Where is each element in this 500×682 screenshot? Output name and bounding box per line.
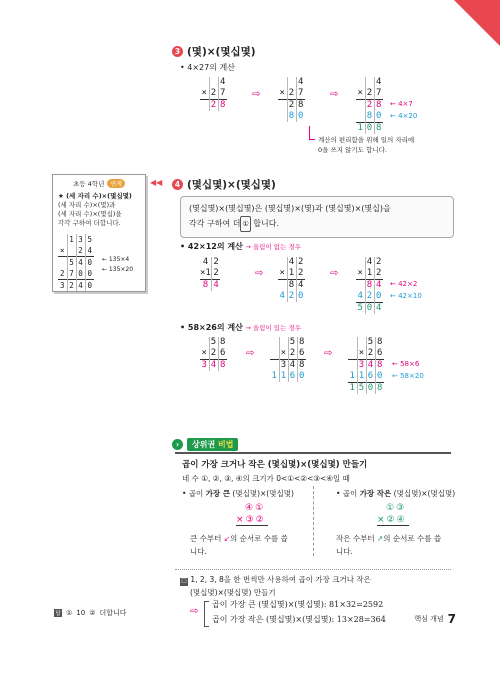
calc-row <box>58 245 94 257</box>
calc-digit: 1 <box>358 371 365 381</box>
s3-step2-calc <box>278 77 305 122</box>
calc-digit: 4 <box>76 257 85 269</box>
calc-row <box>200 337 227 348</box>
calc-digit <box>200 77 209 88</box>
calc-digit: 4 <box>357 291 363 301</box>
calc-digit: 8 <box>375 383 384 395</box>
calc-digit: 2 <box>366 88 373 98</box>
s3-footnote-1: 계산의 편리함을 위해 일의 자리에 <box>318 136 415 144</box>
section3-title: (몇)×(몇십몇) <box>187 46 256 58</box>
calc-digit: 6 <box>289 371 296 381</box>
calc-row <box>270 360 306 372</box>
calc-digit: × <box>201 348 207 358</box>
sidebox-line1: ★ (세 자리 수)×(몇십몇) <box>58 192 132 200</box>
ex2-note-2: ← 58×20 <box>392 372 424 380</box>
calc-digit: 5 <box>210 337 217 347</box>
calc-digit: 3 <box>280 360 287 370</box>
calc-row <box>278 111 305 122</box>
problem-line1: 1, 2, 3, 8을 한 번씩만 사용하여 곱이 가장 크거나 작은 <box>190 575 371 584</box>
calc-digit <box>278 100 287 112</box>
calc-digit: × <box>357 88 363 98</box>
calc-digit: 6 <box>375 348 384 360</box>
problem-line2: (몇십몇)×(몇십몇) 만들기 <box>190 588 276 597</box>
calc-row <box>58 280 94 292</box>
page-number: 7 <box>447 612 456 626</box>
calc-digit: 3 <box>358 360 365 370</box>
tip-right-head <box>336 488 455 499</box>
calc-digit: 1 <box>348 383 357 395</box>
calc-digit: 1 <box>356 123 365 135</box>
calc-digit: 8 <box>375 360 384 372</box>
ex2-step3-calc <box>348 337 384 394</box>
tip-badge-a: 상위권 <box>192 440 216 449</box>
calc-digit: 0 <box>85 257 94 269</box>
calc-digit: 4 <box>76 280 85 292</box>
tip-divider <box>313 486 314 556</box>
calc-digit: 5 <box>67 257 76 269</box>
calc-digit <box>278 111 287 122</box>
calc-digit: 2 <box>67 280 76 292</box>
answer-key-2: ② <box>89 609 96 617</box>
calc-row <box>278 257 305 268</box>
section3-bullet: • 4×27의 계산 <box>180 63 235 72</box>
calc-digit: 8 <box>375 337 384 348</box>
calc-row <box>356 123 383 135</box>
calc-row <box>356 88 383 100</box>
calc-digit <box>279 337 288 348</box>
ex2-note-1: ← 58×6 <box>392 360 420 368</box>
calc-digit <box>348 348 357 360</box>
calc-digit <box>270 360 279 372</box>
calc-digit: 2 <box>211 268 220 280</box>
calc-digit <box>356 100 365 112</box>
calc-digit: 8 <box>366 280 373 290</box>
calc-digit <box>58 234 67 245</box>
ex1-note-1: ← 42×2 <box>390 280 418 288</box>
answer-key-box: 답 <box>55 611 61 617</box>
calc-row <box>278 100 305 112</box>
calc-row <box>356 303 383 315</box>
calc-row <box>200 77 227 88</box>
calc-digit <box>365 77 374 88</box>
step-arrow-icon: ⇨ <box>252 89 261 100</box>
calc-digit: 4 <box>288 257 295 267</box>
calc-digit <box>356 77 365 88</box>
calc-digit: 0 <box>375 371 384 383</box>
answer-line1: 곱이 가장 큰 (몇십몇)×(몇십몇): 81×32=2592 <box>212 600 384 609</box>
calc-row <box>348 371 384 383</box>
left-top: ④① <box>245 503 266 513</box>
calc-digit: 5 <box>85 234 94 245</box>
calc-digit: 4 <box>296 280 305 292</box>
calc-digit: 0 <box>85 268 94 280</box>
calc-digit: 4 <box>296 77 305 88</box>
ex2-step2-calc <box>270 337 306 382</box>
calc-digit: 4 <box>279 291 285 301</box>
calc-digit <box>356 111 365 123</box>
answer-key-v2: 더합니다 <box>99 609 127 617</box>
tip-heading <box>172 438 238 451</box>
calc-digit <box>270 348 279 360</box>
calc-digit: 0 <box>296 291 305 302</box>
calc-row <box>200 268 220 280</box>
def-line2 <box>189 216 445 232</box>
left-desc <box>190 532 310 558</box>
calc-digit: 4 <box>374 303 383 315</box>
calc-digit: 1 <box>366 268 373 278</box>
answer-key-1: ① <box>66 609 73 617</box>
calc-digit: 0 <box>374 111 383 123</box>
calc-digit: 8 <box>218 360 227 372</box>
calc-digit: 0 <box>76 268 85 280</box>
calc-digit: 8 <box>366 111 373 121</box>
right-desc1: 작은 수부터 <box>336 534 377 543</box>
calc-digit: 2 <box>366 291 373 301</box>
right-desc3: 니다. <box>336 547 353 556</box>
calc-digit: 0 <box>366 303 373 313</box>
right-desc <box>336 532 448 558</box>
calc-digit: 8 <box>374 123 383 135</box>
calc-row <box>356 77 383 88</box>
calc-digit: 8 <box>296 100 305 112</box>
calc-row <box>278 268 305 280</box>
corner-decoration <box>454 0 500 46</box>
sidebox-note-2: ← 135×20 <box>102 266 134 273</box>
section3-number: 3 <box>172 46 183 57</box>
calc-digit <box>278 77 287 88</box>
ex2-label-text: • 58×26의 계산 <box>180 323 243 332</box>
calc-digit: 1 <box>288 268 295 278</box>
calc-row <box>270 348 306 360</box>
order-icon: ↗ <box>377 534 384 543</box>
tip-title: 곱이 가장 크거나 작은 (몇십몇)×(몇십몇) 만들기 <box>182 460 368 470</box>
calc-digit: × <box>358 348 365 358</box>
calc-digit <box>356 280 365 292</box>
calc-digit: 0 <box>296 111 305 122</box>
answer-key-v1: 10 <box>76 609 86 617</box>
calc-row <box>270 337 306 348</box>
def-line2-tail: 합니다. <box>253 219 280 228</box>
calc-digit <box>348 360 357 372</box>
calc-digit <box>348 337 357 348</box>
calc-row <box>58 257 94 269</box>
calc-digit <box>357 337 366 348</box>
calc-row <box>356 291 383 303</box>
calc-digit: × <box>357 268 363 278</box>
step-arrow-icon: ⇨ <box>330 89 339 100</box>
footer <box>414 612 456 626</box>
calc-digit: × <box>280 348 287 358</box>
answer-line2: 곱이 가장 작은 (몇십몇)×(몇십몇): 13×28=364 <box>212 615 386 624</box>
s3-note-2: ← 4×20 <box>390 112 418 120</box>
calc-digit: 8 <box>200 280 211 292</box>
calc-digit: 7 <box>218 88 227 100</box>
calc-digit: 4 <box>289 360 296 370</box>
left-desc1: 큰 수부터 <box>190 534 224 543</box>
right-head-c: (몇십몇)×(몇십몇) <box>391 489 456 498</box>
section3-heading <box>172 44 256 59</box>
answer-bracket <box>204 601 209 627</box>
sidebox-tag <box>58 179 140 188</box>
calc-digit: 2 <box>289 348 296 358</box>
left-head-b: 가장 큰 <box>205 489 231 498</box>
footnote-connector <box>309 126 315 140</box>
calc-digit: 7 <box>374 88 383 100</box>
calc-digit: 3 <box>58 280 67 292</box>
calc-digit: 2 <box>76 245 85 257</box>
calc-digit: 2 <box>374 268 383 280</box>
calc-digit: 2 <box>374 257 383 268</box>
calc-row <box>58 268 94 280</box>
calc-row <box>200 348 227 360</box>
calc-row <box>356 257 383 268</box>
calc-digit: × <box>59 246 65 255</box>
left-bot: ×③② <box>236 515 266 525</box>
calc-digit: 2 <box>288 100 295 110</box>
chevron-right-icon: › <box>172 439 183 450</box>
calc-digit: 2 <box>210 88 217 98</box>
calc-digit <box>278 257 287 268</box>
step-arrow-icon: ⇨ <box>330 268 339 279</box>
calc-digit: 4 <box>374 77 383 88</box>
calc-row <box>270 371 306 382</box>
tip-badge-b: 비법 <box>217 440 234 449</box>
calc-digit: 6 <box>218 348 227 360</box>
left-head-a: • 곱이 <box>182 489 206 498</box>
blank-box: ① <box>240 216 250 232</box>
left-head-c: (몇십몇)×(몇십몇) <box>230 489 294 498</box>
calc-digit: 0 <box>367 383 374 393</box>
calc-digit: 0 <box>297 371 306 382</box>
sidebox-calc <box>58 234 94 291</box>
calc-digit: 2 <box>296 257 305 268</box>
calc-digit <box>209 77 218 88</box>
step-arrow-icon: ⇨ <box>324 348 333 359</box>
definition-box <box>180 196 454 238</box>
problem-text <box>180 573 371 599</box>
calc-digit: 1 <box>349 371 355 381</box>
calc-digit: 2 <box>367 348 374 358</box>
answer-arrow-icon: ⇨ <box>190 606 199 617</box>
calc-digit: 1 <box>67 234 76 245</box>
calc-digit: 2 <box>210 100 217 110</box>
def-line2-text: 각각 구하여 더 <box>189 219 241 228</box>
calc-row <box>200 88 227 100</box>
ex1-step2-calc <box>278 257 305 302</box>
footer-label: 핵심 개념 <box>414 615 444 623</box>
link-marker-icon: ◀◀ <box>150 178 163 187</box>
calc-digit: 2 <box>366 100 373 110</box>
calc-digit <box>67 245 76 257</box>
sidebox-line4: 각각 구하여 더합니다. <box>58 219 121 227</box>
right-head-b: 가장 작은 <box>359 489 392 498</box>
calc-digit: 5 <box>289 337 296 347</box>
calc-digit: 8 <box>374 100 383 112</box>
def-line1: (몇십몇)×(몇십몇)은 (몇십몇)×(몇)과 (몇십몇)×(몇십)을 <box>189 204 391 213</box>
calc-digit <box>200 337 209 348</box>
calc-digit: 5 <box>367 337 374 347</box>
calc-row <box>278 77 305 88</box>
problem-icon: □ <box>181 578 187 584</box>
calc-row <box>356 268 383 280</box>
calc-digit: × <box>279 268 285 278</box>
calc-digit <box>356 257 365 268</box>
section4-number: 4 <box>172 179 183 190</box>
ex2-step1-calc <box>200 337 227 371</box>
s3-footnote-2: 0을 쓰지 않기도 합니다. <box>318 146 387 154</box>
sidebox-line3: (세 자리 수)×(몇십)을 <box>58 210 122 218</box>
section4-heading <box>172 177 276 192</box>
calc-digit: 8 <box>288 280 295 290</box>
calc-digit: 2 <box>288 88 295 98</box>
calc-digit: 2 <box>288 291 295 301</box>
calc-row <box>278 280 305 292</box>
calc-digit: 4 <box>211 280 220 292</box>
calc-row <box>200 100 227 112</box>
calc-digit: × <box>201 88 207 98</box>
calc-digit: 8 <box>297 360 306 372</box>
calc-digit: 8 <box>218 100 227 112</box>
ex1-step3-calc <box>356 257 383 314</box>
calc-row <box>348 383 384 395</box>
calc-digit: 3 <box>200 360 209 372</box>
calc-digit: 6 <box>367 371 374 381</box>
calc-row <box>348 360 384 372</box>
calc-digit: 5 <box>356 303 365 315</box>
right-top: ①③ <box>386 503 407 513</box>
calc-digit: 2 <box>210 348 217 358</box>
calc-digit: 3 <box>76 234 85 245</box>
sidebox-note-1: ← 135×4 <box>102 256 130 263</box>
sidebox-grade: 초등 4학년 <box>73 180 105 188</box>
calc-digit: 2 <box>59 269 65 278</box>
calc-digit <box>270 337 279 348</box>
section4-title: (몇십몇)×(몇십몇) <box>187 179 276 191</box>
calc-digit: 0 <box>374 291 383 303</box>
calc-digit: 0 <box>85 280 94 292</box>
tip-condition: 네 수 ①, ②, ③, ④의 크기가 0<①<②<③<④일 때 <box>182 474 350 483</box>
step-arrow-icon: ⇨ <box>246 348 255 359</box>
s3-note-1: ← 4×7 <box>390 100 413 108</box>
calc-digit: 2 <box>296 268 305 280</box>
tip-badge <box>187 438 238 451</box>
s3-step1-calc <box>200 77 227 111</box>
calc-digit: 8 <box>297 337 306 348</box>
sidebox-pill: 연계 <box>107 179 125 188</box>
calc-digit: ×1 <box>200 268 211 278</box>
calc-digit: 6 <box>297 348 306 360</box>
calc-digit: × <box>279 88 285 98</box>
calc-row <box>200 280 220 292</box>
calc-digit: 0 <box>366 123 373 133</box>
tip-left-head <box>182 488 294 499</box>
calc-row <box>200 257 220 268</box>
answer-key <box>54 608 127 618</box>
calc-digit: 2 <box>211 257 220 268</box>
calc-row <box>200 360 227 372</box>
calc-digit: 4 <box>367 360 374 370</box>
calc-row <box>278 291 305 302</box>
calc-digit: 4 <box>218 77 227 88</box>
calc-row <box>278 88 305 100</box>
calc-digit: 4 <box>85 245 94 257</box>
ex1-note-2: ← 42×10 <box>390 292 422 300</box>
calc-row <box>356 100 383 112</box>
calc-digit: 1 <box>280 371 287 381</box>
left-desc2: 의 순서로 수를 씁 <box>230 534 288 543</box>
left-desc3: 니다. <box>190 547 207 556</box>
ex1-sub: → 올림이 없는 경우 <box>245 243 301 251</box>
order-icon: ↙ <box>223 534 231 543</box>
ex1-label <box>180 241 301 252</box>
calc-digit: 4 <box>210 360 217 370</box>
ex1-label-text: • 42×12의 계산 <box>180 242 243 251</box>
calc-digit <box>287 77 296 88</box>
ex2-sub: → 올림이 있는 경우 <box>245 324 301 332</box>
calc-digit: 4 <box>374 280 383 292</box>
calc-digit: 7 <box>67 268 76 280</box>
calc-row <box>58 234 94 245</box>
calc-digit: 1 <box>271 371 277 381</box>
sidebox-line2: (세 자리 수)×(몇)과 <box>58 201 116 209</box>
calc-row <box>356 280 383 292</box>
calc-row <box>348 348 384 360</box>
calc-digit: 4 <box>202 257 209 267</box>
ex2-label <box>180 322 301 333</box>
calc-digit <box>278 280 287 292</box>
calc-digit: 7 <box>296 88 305 100</box>
calc-row <box>356 111 383 123</box>
calc-digit <box>58 257 67 269</box>
calc-row <box>348 337 384 348</box>
calc-digit <box>200 100 209 112</box>
calc-digit: 8 <box>218 337 227 348</box>
calc-digit: 8 <box>288 111 295 121</box>
ex1-step1-calc <box>200 257 220 291</box>
s3-step3-calc <box>356 77 383 134</box>
right-desc2: 의 순서로 수를 씁 <box>383 534 442 543</box>
calc-digit: 5 <box>358 383 365 393</box>
calc-digit: 4 <box>366 257 373 267</box>
right-head-a: • 곱이 <box>336 489 360 498</box>
step-arrow-icon: ⇨ <box>255 268 264 279</box>
right-bot: ×②④ <box>377 515 407 525</box>
